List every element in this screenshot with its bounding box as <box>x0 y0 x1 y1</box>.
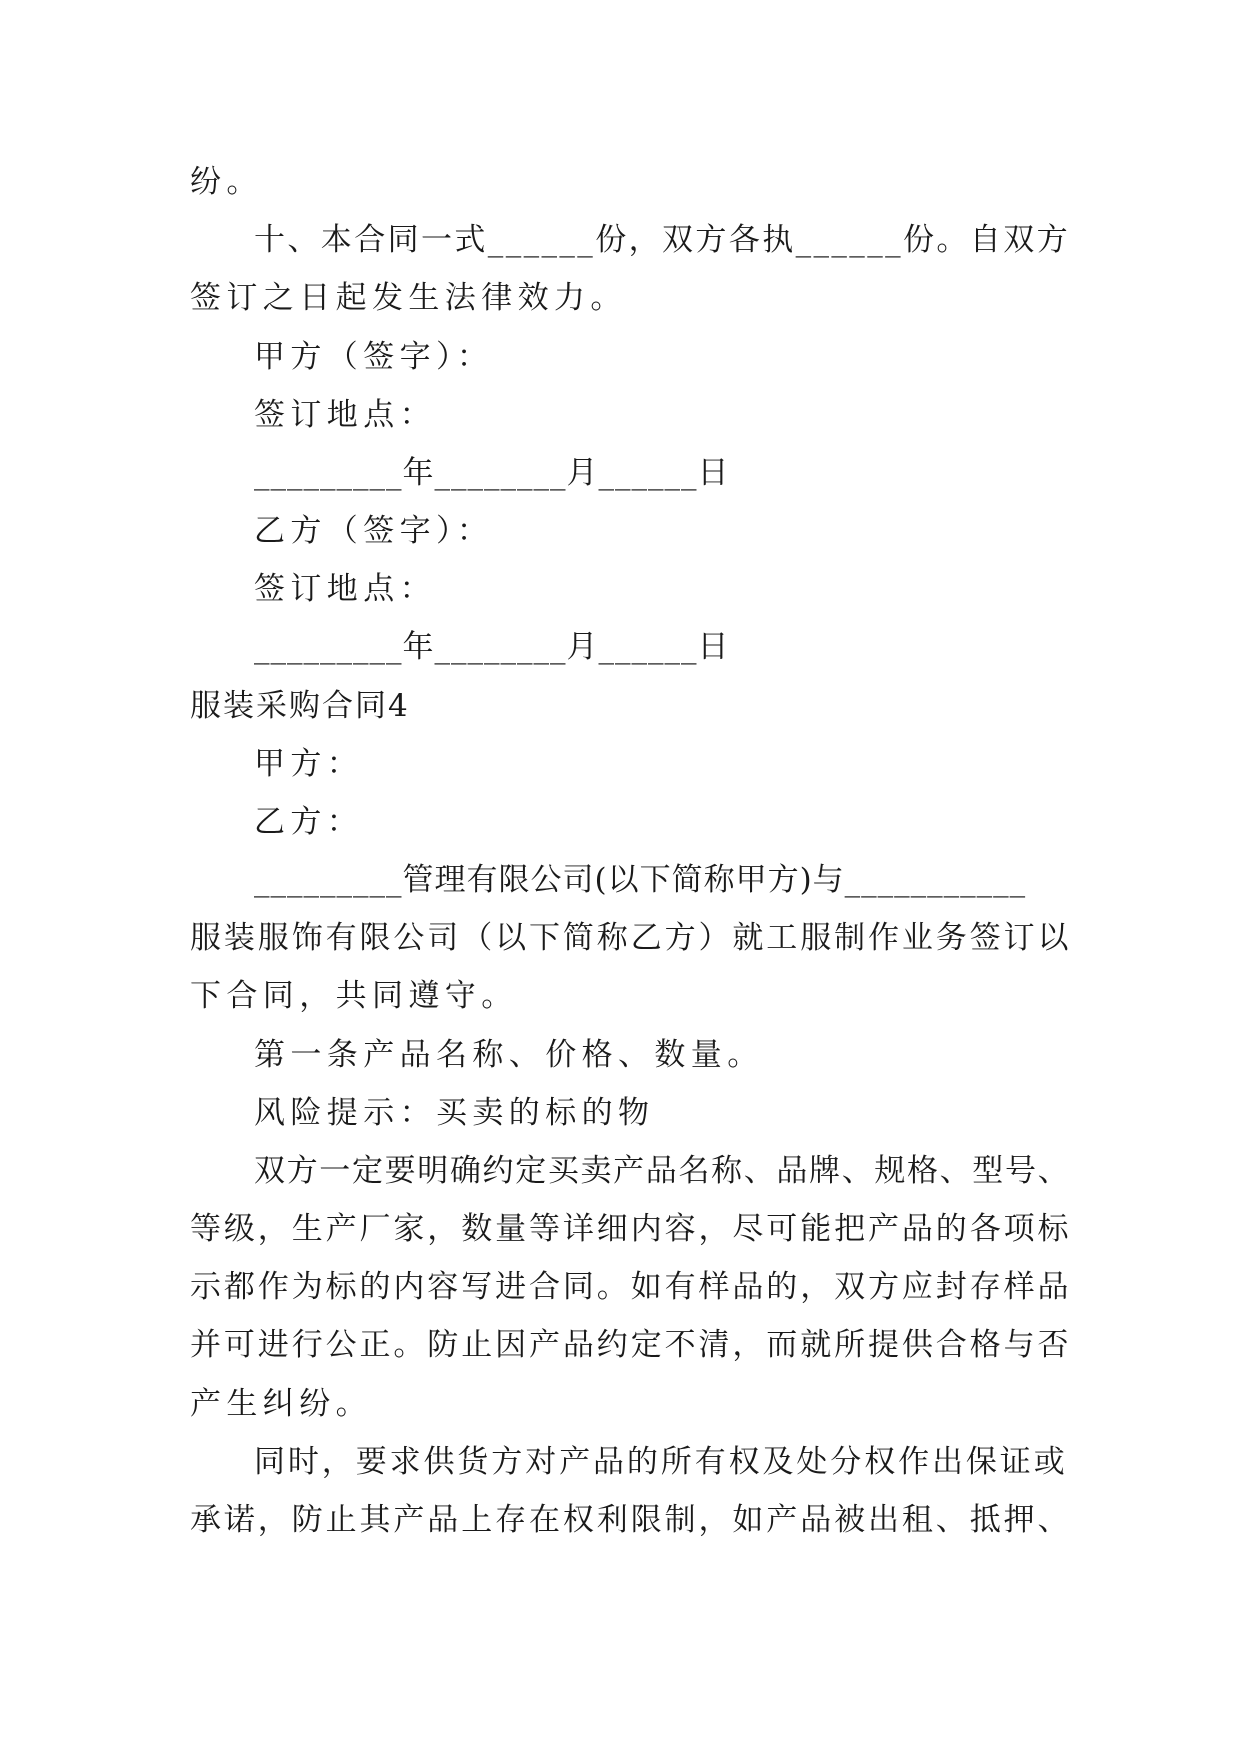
text-line: 服装服饰有限公司（以下简称乙方）就工服制作业务签订以 <box>190 920 1072 956</box>
text-line: 签订地点： <box>254 397 436 433</box>
text-line: 乙方： <box>254 804 364 840</box>
text-line: 并可进行公正。防止因产品约定不清，而就所提供合格与否 <box>190 1327 1072 1363</box>
text-line: 产生纠纷。 <box>190 1386 372 1422</box>
text-line: 等级，生产厂家，数量等详细内容，尽可能把产品的各项标 <box>190 1211 1072 1247</box>
text-line: 双方一定要明确约定买卖产品名称、品牌、规格、型号、 <box>254 1153 1071 1189</box>
text-line: 示都作为标的内容写进合同。如有样品的，双方应封存样品 <box>190 1269 1072 1305</box>
section-heading: 服装采购合同4 <box>190 688 410 724</box>
text-line: 下合同，共同遵守。 <box>190 978 518 1014</box>
text-line: 同时，要求供货方对产品的所有权及处分权作出保证或 <box>254 1444 1068 1480</box>
text-line: 签订地点： <box>254 571 436 607</box>
text-line: 甲方（签字）： <box>254 339 494 375</box>
text-line: 承诺，防止其产品上存在权利限制，如产品被出租、抵押、 <box>190 1502 1072 1538</box>
text-line: _________管理有限公司(以下简称甲方)与___________ <box>254 862 1027 898</box>
text-line: 甲方： <box>254 746 364 782</box>
date-line: _________年________月______日 <box>254 629 730 665</box>
text-line: 十、本合同一式______份，双方各执______份。自双方 <box>254 222 1070 258</box>
text-line: 乙方（签字）： <box>254 513 494 549</box>
text-line: 签订之日起发生法律效力。 <box>190 280 627 316</box>
text-line: 第一条产品名称、价格、数量。 <box>254 1037 764 1073</box>
text-line: 纷。 <box>190 164 263 200</box>
date-line: _________年________月______日 <box>254 455 730 491</box>
text-line: 风险提示：买卖的标的物 <box>254 1095 655 1131</box>
